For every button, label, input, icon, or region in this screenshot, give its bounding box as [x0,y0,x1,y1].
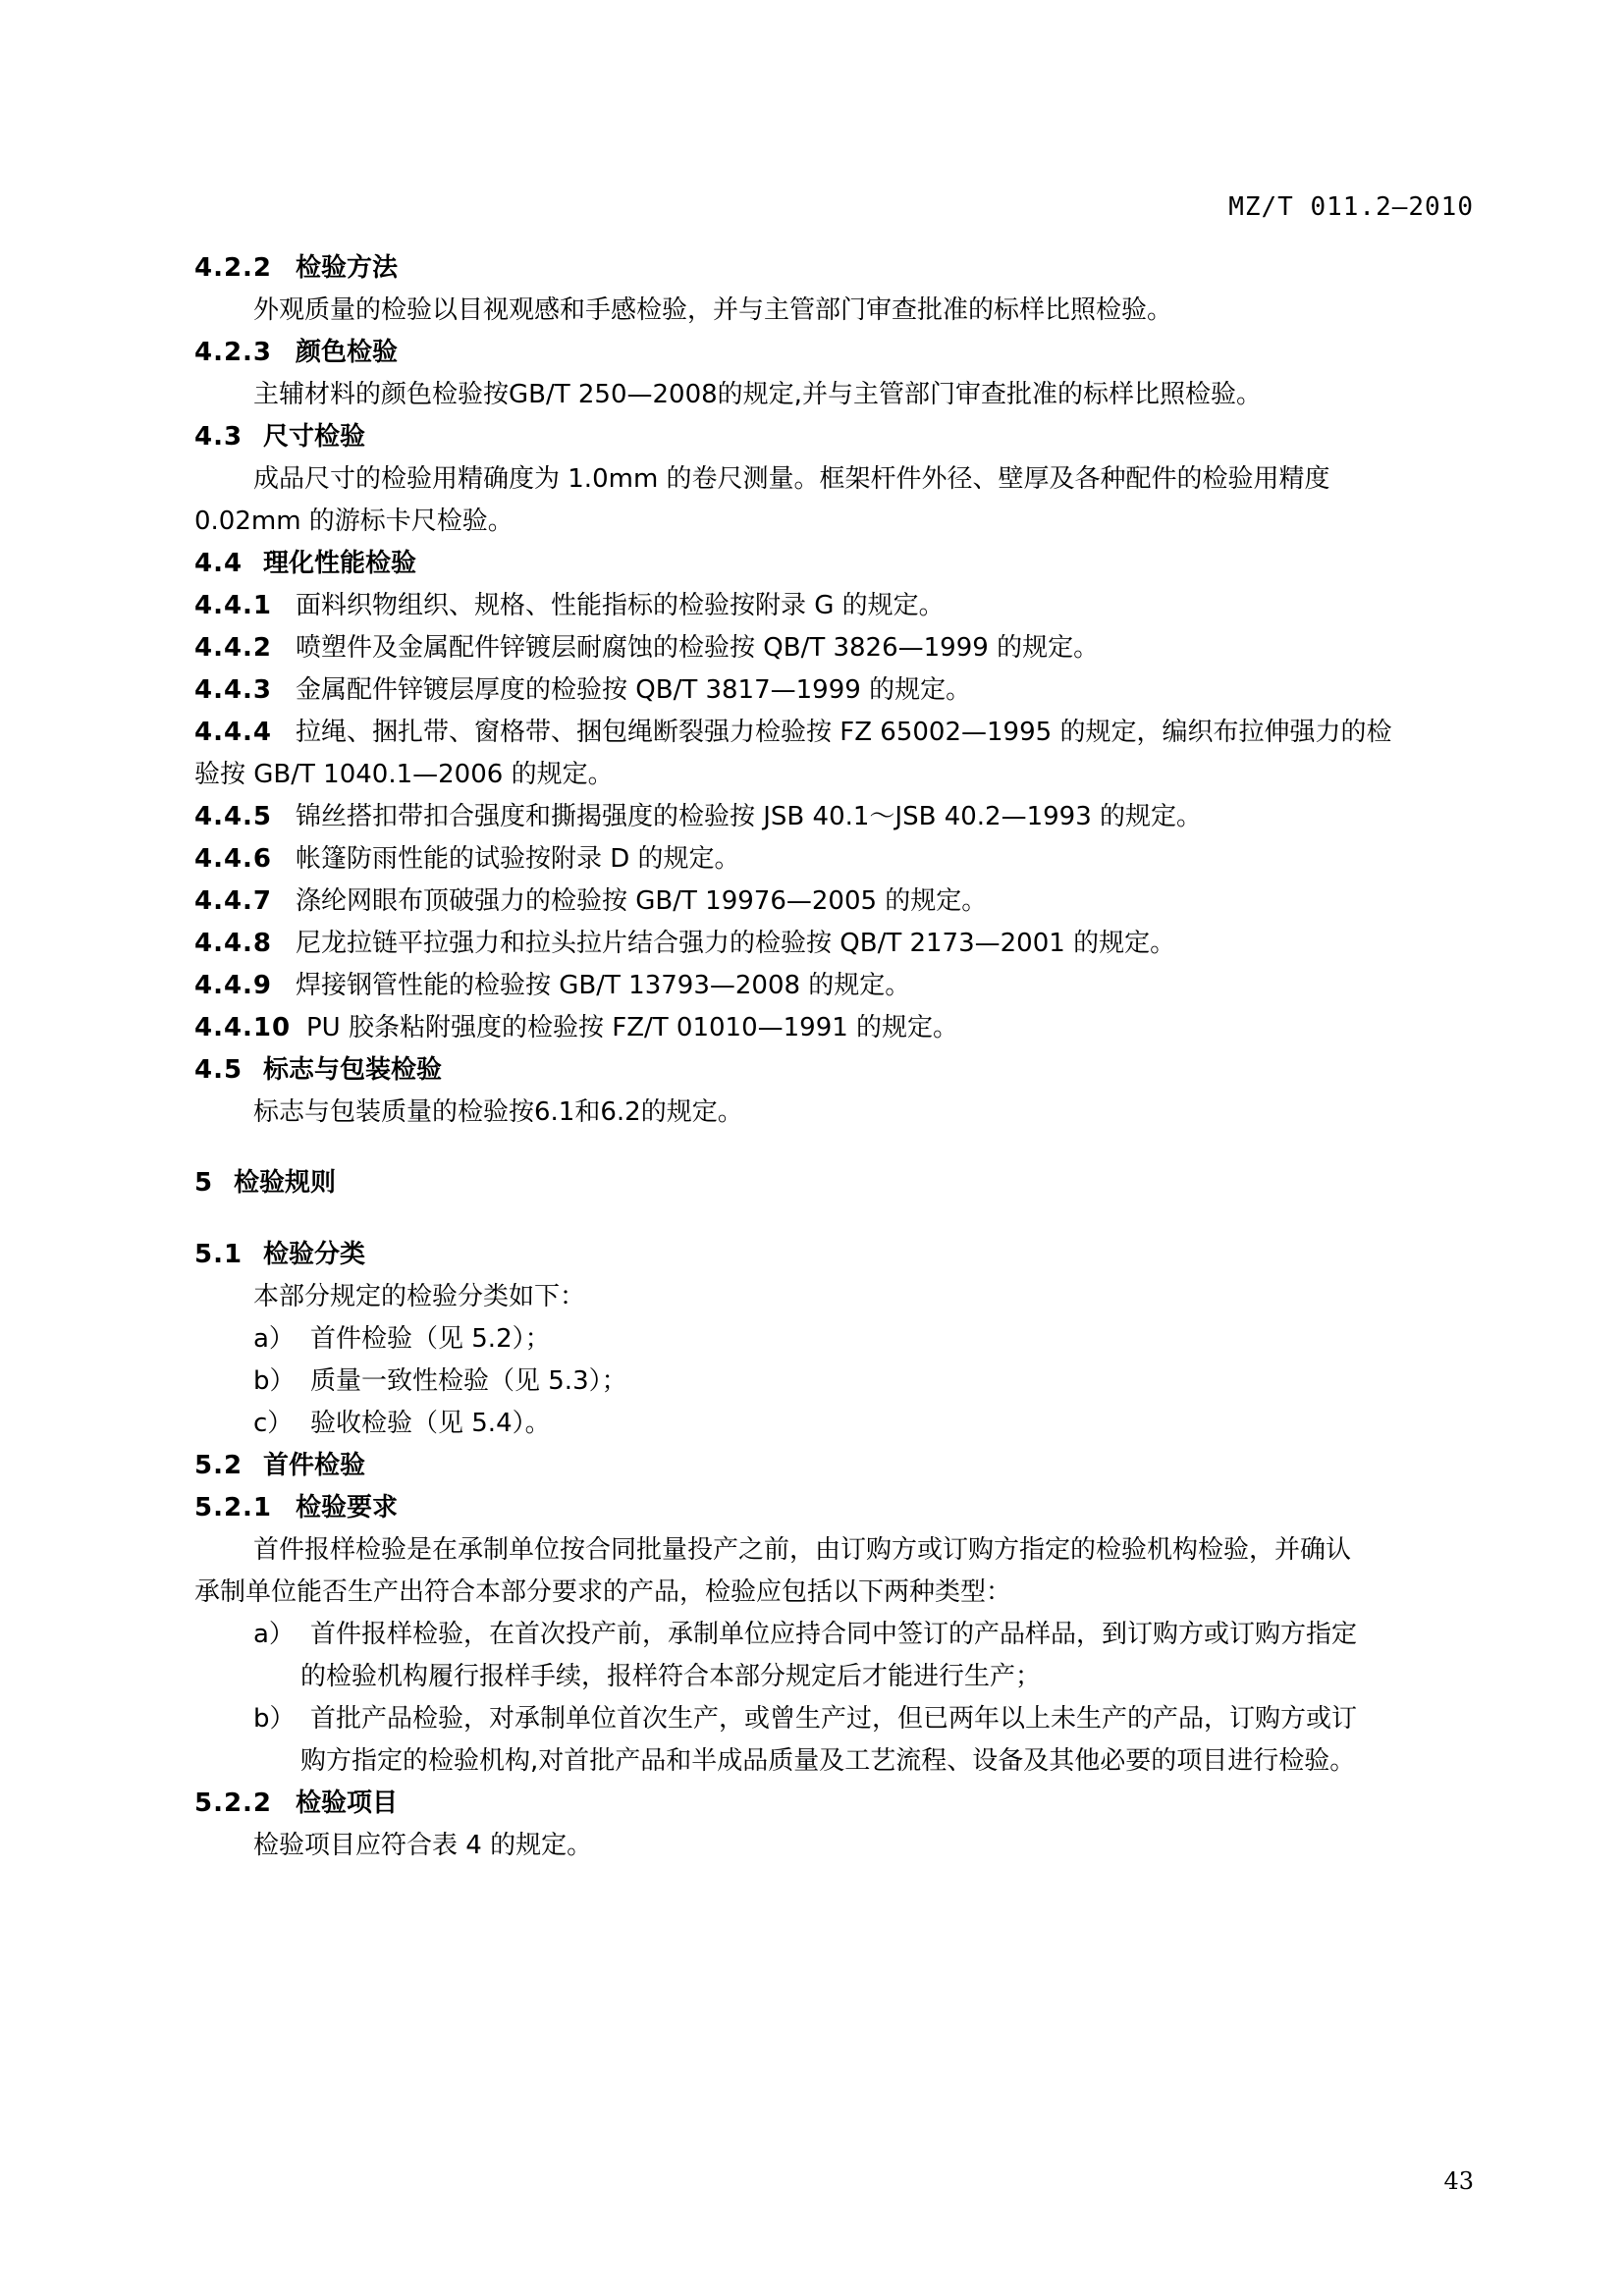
paragraph: 标志与包装质量的检验按6.1和6.2的规定。 [253,1097,743,1127]
clause-4-4-5: 4.4.5 锦丝搭扣带扣合强度和撕揭强度的检验按 JSB 40.1～JSB 40.2—1993 的规定。 [194,802,1203,831]
clause-4-4-7: 4.4.7 涤纶网眼布顶破强力的检验按 GB/T 19976—2005 的规定。 [194,886,988,916]
heading-4-2-3: 4.2.3 颜色检验 [194,338,399,367]
clause-4-4-2: 4.4.2 喷塑件及金属配件锌镀层耐腐蚀的检验按 QB/T 3826—1999 的规定。 [194,633,1100,663]
heading-4-3: 4.3 尺寸检验 [194,422,366,452]
paragraph-continued: 承制单位能否生产出符合本部分要求的产品，检验应包括以下两种类型： [194,1577,1012,1607]
clause-4-4-1: 4.4.1 面料织物组织、规格、性能指标的检验按附录 G 的规定。 [194,591,945,620]
heading-5: 5 检验规则 [194,1168,337,1198]
paragraph-continued: 0.02mm 的游标卡尺检验。 [194,507,514,536]
page-number: 43 [1443,2167,1474,2195]
paragraph: 成品尺寸的检验用精确度为 1.0mm 的卷尺测量。框架杆件外径、壁厚及各种配件的检验用精度 [253,464,1330,494]
list-item-b-continued: 购方指定的检验机构,对首批产品和半成品质量及工艺流程、设备及其他必要的项目进行检验。 [300,1746,1356,1776]
paragraph: 首件报样检验是在承制单位按合同批量投产之前，由订购方或订购方指定的检验机构检验，并确认 [253,1535,1352,1565]
list-item-b: b） 首批产品检验，对承制单位首次生产，或曾生产过，但已两年以上未生产的产品，订购方或订 [253,1704,1358,1734]
list-item-b: b） 质量一致性检验（见 5.3）； [253,1366,627,1396]
heading-5-2: 5.2 首件检验 [194,1451,366,1480]
list-item-c: c） 验收检验（见 5.4）。 [253,1409,551,1438]
list-item-a-continued: 的检验机构履行报样手续，报样符合本部分规定后才能进行生产； [300,1662,1042,1691]
heading-5-2-2: 5.2.2 检验项目 [194,1789,399,1818]
clause-4-4-4: 4.4.4 拉绳、捆扎带、窗格带、捆包绳断裂强力检验按 FZ 65002—1995 的规定，编织布拉伸强力的检 [194,718,1392,747]
paragraph: 本部分规定的检验分类如下： [253,1282,586,1311]
heading-4-5: 4.5 标志与包装检验 [194,1055,443,1085]
clause-4-4-6: 4.4.6 帐篷防雨性能的试验按附录 D 的规定。 [194,844,740,874]
clause-4-4-3: 4.4.3 金属配件锌镀层厚度的检验按 QB/T 3817—1999 的规定。 [194,675,972,705]
clause-4-4-8: 4.4.8 尼龙拉链平拉强力和拉头拉片结合强力的检验按 QB/T 2173—2001 的规定。 [194,929,1176,958]
heading-4-2-2: 4.2.2 检验方法 [194,253,399,283]
standard-code-header: MZ/T 011.2—2010 [1228,192,1474,222]
clause-4-4-9: 4.4.9 焊接钢管性能的检验按 GB/T 13793—2008 的规定。 [194,971,911,1000]
paragraph: 主辅材料的颜色检验按GB/T 250—2008的规定,并与主管部门审查批准的标样比照检验。 [253,380,1262,409]
list-item-a: a） 首件检验（见 5.2）； [253,1324,551,1354]
heading-5-2-1: 5.2.1 检验要求 [194,1493,399,1522]
clause-4-4-4-continued: 验按 GB/T 1040.1—2006 的规定。 [194,760,614,789]
heading-4-4: 4.4 理化性能检验 [194,549,417,578]
paragraph: 外观质量的检验以目视观感和手感检验，并与主管部门审查批准的标样比照检验。 [253,295,1173,325]
list-item-a: a） 首件报样检验，在首次投产前，承制单位应持合同中签订的产品样品，到订购方或订购方指定 [253,1620,1358,1649]
heading-5-1: 5.1 检验分类 [194,1240,366,1269]
clause-4-4-10: 4.4.10 PU 胶条粘附强度的检验按 FZ/T 01010—1991 的规定。 [194,1013,959,1042]
paragraph: 检验项目应符合表 4 的规定。 [253,1831,593,1860]
